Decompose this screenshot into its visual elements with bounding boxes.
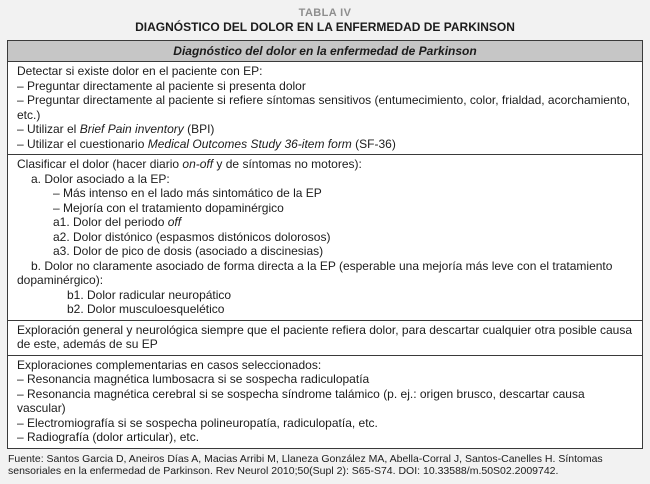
table-line xyxy=(17,157,633,172)
text: – Mejoría con el tratamiento dopaminérgico xyxy=(53,200,284,215)
table-header: Diagnóstico del dolor en la enfermedad de Parkinson xyxy=(8,41,642,62)
text: – Preguntar directamente al paciente si refiere síntomas sensitivos (entumecimiento, color, frialdad, acorchamiento, etc.) xyxy=(17,93,630,122)
text: Detectar si existe dolor en el paciente con EP: xyxy=(17,64,263,78)
table-line xyxy=(17,93,633,122)
table-line xyxy=(17,64,633,79)
italic-text: Medical Outcomes Study 36-item form xyxy=(147,136,352,151)
text: b2. Dolor musculoesquelético xyxy=(67,302,225,316)
text: – Más intenso en el lado más sintomático de la EP xyxy=(53,186,322,200)
table-section xyxy=(8,321,642,356)
table-line xyxy=(17,186,633,201)
table-line xyxy=(17,244,633,259)
table-section xyxy=(8,62,642,155)
table-caption xyxy=(7,6,643,35)
table-line xyxy=(17,387,633,416)
table-line xyxy=(17,122,633,137)
text: (BPI) xyxy=(183,122,215,136)
table-body xyxy=(8,62,642,448)
table-line xyxy=(17,288,633,303)
italic-text: Brief Pain inventory xyxy=(79,122,184,136)
table-line xyxy=(17,230,633,245)
table-line xyxy=(17,172,633,187)
text: – Radiografía (dolor articular), etc. xyxy=(17,430,200,444)
italic-text: off xyxy=(167,215,182,229)
table-line xyxy=(17,416,633,431)
text: Exploraciones complementarias en casos seleccionados: xyxy=(17,357,322,372)
text: y de síntomas no motores): xyxy=(213,157,362,171)
text: – Resonancia magnética cerebral si se sospecha síndrome talámico (p. ej.: origen brusco, descartar causa vascular) xyxy=(17,386,585,415)
source-citation: Fuente: Santos Garcia D, Aneiros Días A, Macias Arribi M, Llaneza González MA, Abella-Corral J, Santos-Canelles H. Síntomas sensoriales en la enfermedad de Parkinson. Rev Neurol 2010;50(Supl 2): S65-S74. DOI: 10.33588/m.50S02.2009742. xyxy=(8,452,603,477)
text: b1. Dolor radicular neuropático xyxy=(67,287,232,302)
table-line xyxy=(17,201,633,216)
table-line xyxy=(17,372,633,387)
italic-text: on-off xyxy=(182,157,214,171)
text: a. Dolor asociado a la EP: xyxy=(31,171,170,186)
table-line xyxy=(17,137,633,152)
table-line xyxy=(17,323,633,352)
table-line xyxy=(17,215,633,230)
table-section xyxy=(8,356,642,448)
table-title: DIAGNÓSTICO DEL DOLOR EN LA ENFERMEDAD DE PARKINSON xyxy=(135,20,515,34)
text: a1. Dolor del periodo xyxy=(53,215,168,229)
table-iv xyxy=(7,40,643,449)
text: – Resonancia magnética lumbosacra si se sospecha radiculopatía xyxy=(17,372,370,386)
text: – Preguntar directamente al paciente si presenta dolor xyxy=(17,78,306,93)
text: Clasificar el dolor (hacer diario xyxy=(17,157,183,171)
table-label: TABLA IV xyxy=(298,7,352,19)
text: a3. Dolor de pico de dosis (asociado a discinesias) xyxy=(53,244,324,258)
table-line xyxy=(17,302,633,317)
text: – Utilizar el xyxy=(17,122,80,136)
text: – Utilizar el cuestionario xyxy=(17,136,148,151)
text: – Electromiografía si se sospecha polineuropatía, radiculopatía, etc. xyxy=(17,415,378,430)
text: a2. Dolor distónico (espasmos distónicos dolorosos) xyxy=(53,229,331,244)
text: (SF-36) xyxy=(351,136,396,151)
text: b. Dolor no claramente asociado de forma directa a la EP (esperable una mejoría más leve con el tratamiento dopaminérgico): xyxy=(17,258,613,287)
table-section xyxy=(8,155,642,321)
table-line xyxy=(17,259,633,288)
text: Exploración general y neurológica siempre que el paciente refiera dolor, para descartar cualquier otra posible causa de este, además de su EP xyxy=(17,322,633,351)
table-line xyxy=(17,358,633,373)
table-line xyxy=(17,79,633,94)
table-line xyxy=(17,430,633,445)
